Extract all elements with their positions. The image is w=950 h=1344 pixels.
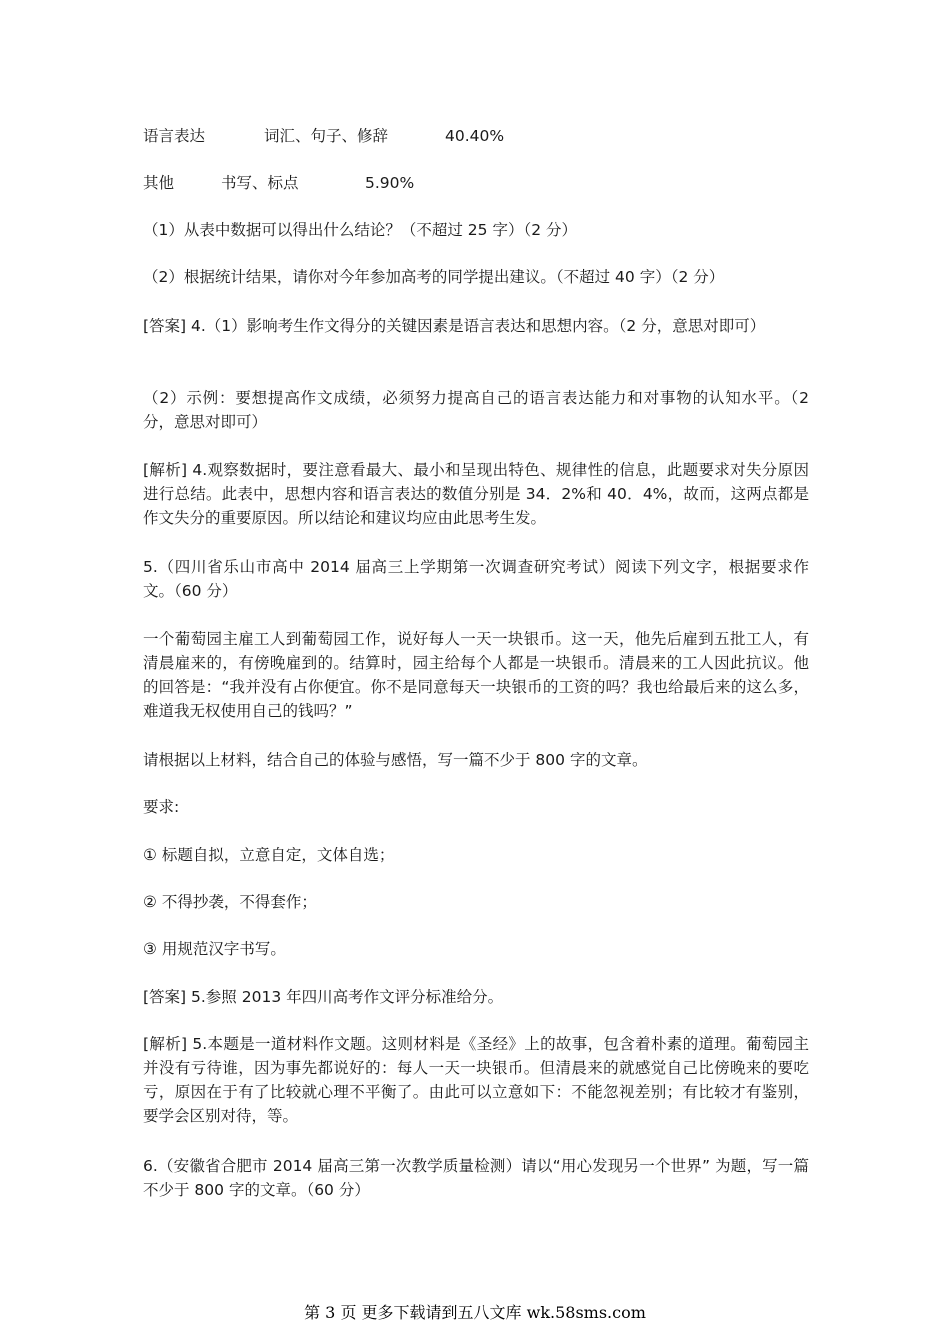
q4-sub-question-1: （1）从表中数据可以得出什么结论？（不超过 25 字）（2 分） <box>143 221 577 239</box>
q5-prompt: 请根据以上材料，结合自己的体验与感悟，写一篇不少于 800 字的文章。 <box>143 751 648 769</box>
table-cell-percent: 5.90% <box>365 174 415 192</box>
q4-analysis: [解析] 4.观察数据时，要注意看最大、最小和呈现出特色、规律性的信息，此题要求对失分原因进行总结。此表中，思想内容和语言表达的数值分别是 34．2%和 40．4%，故而，这两点都是作文失分的重要原因。所以结论和建议均应由此思考生发。 <box>143 461 809 527</box>
q5-material: 一个葡萄园主雇工人到葡萄园工作，说好每人一天一块银币。这一天，他先后雇到五批工人，有清晨雇来的，有傍晚雇到的。结算时，园主给每个人都是一块银币。清晨来的工人因此抗议。他的回答是：“我并没有占你便宜。你不是同意每天一块银币的工资的吗？我也给最后来的这么多，难道我无权使用自己的钱吗？” <box>143 630 809 720</box>
q5-answer: [答案] 5.参照 2013 年四川高考作文评分标准给分。 <box>143 988 504 1006</box>
table-cell-percent: 40.40% <box>445 127 505 145</box>
q6-title: 6.（安徽省合肥市 2014 届高三第一次教学质量检测）请以“用心发现另一个世界” 为题，写一篇不少于 800 字的文章。（60 分） <box>143 1157 809 1199</box>
table-cell-items: 词汇、句子、修辞 <box>264 127 389 145</box>
q5-title: 5.（四川省乐山市高中 2014 届高三上学期第一次调查研究考试）阅读下列文字，根据要求作文。（60 分） <box>143 558 809 600</box>
q4-answer-1: [答案] 4.（1）影响考生作文得分的关键因素是语言表达和思想内容。（2 分，意思对即可） <box>143 317 766 335</box>
page-footer: 第 3 页 更多下载请到五八文库 wk.58sms.com <box>304 1303 646 1322</box>
table-cell-category: 其他 <box>143 174 175 192</box>
table-cell-items: 书写、标点 <box>221 174 299 192</box>
q5-requirement-3: ③ 用规范汉字书写。 <box>143 940 286 958</box>
q5-requirements-title: 要求: <box>143 798 180 816</box>
table-cell-category: 语言表达 <box>143 127 206 145</box>
q4-answer-2: （2）示例：要想提高作文成绩，必须努力提高自己的语言表达能力和对事物的认知水平。（2 分，意思对即可） <box>143 389 809 431</box>
q4-sub-question-2: （2）根据统计结果，请你对今年参加高考的同学提出建议。（不超过 40 字）（2 分） <box>143 268 725 286</box>
q5-requirement-1: ① 标题自拟，立意自定，文体自选； <box>143 846 395 864</box>
q5-requirement-2: ② 不得抄袭，不得套作； <box>143 893 317 911</box>
q5-analysis: [解析] 5.本题是一道材料作文题。这则材料是《圣经》上的故事，包含着朴素的道理。葡萄园主并没有亏待谁，因为事先都说好的：每人一天一块银币。但清晨来的就感觉自己比傍晚来的要吃亏，原因在于有了比较就心理不平衡了。由此可以立意如下：不能忽视差别；有比较才有鉴别，要学会区别对待，等。 <box>143 1035 809 1125</box>
